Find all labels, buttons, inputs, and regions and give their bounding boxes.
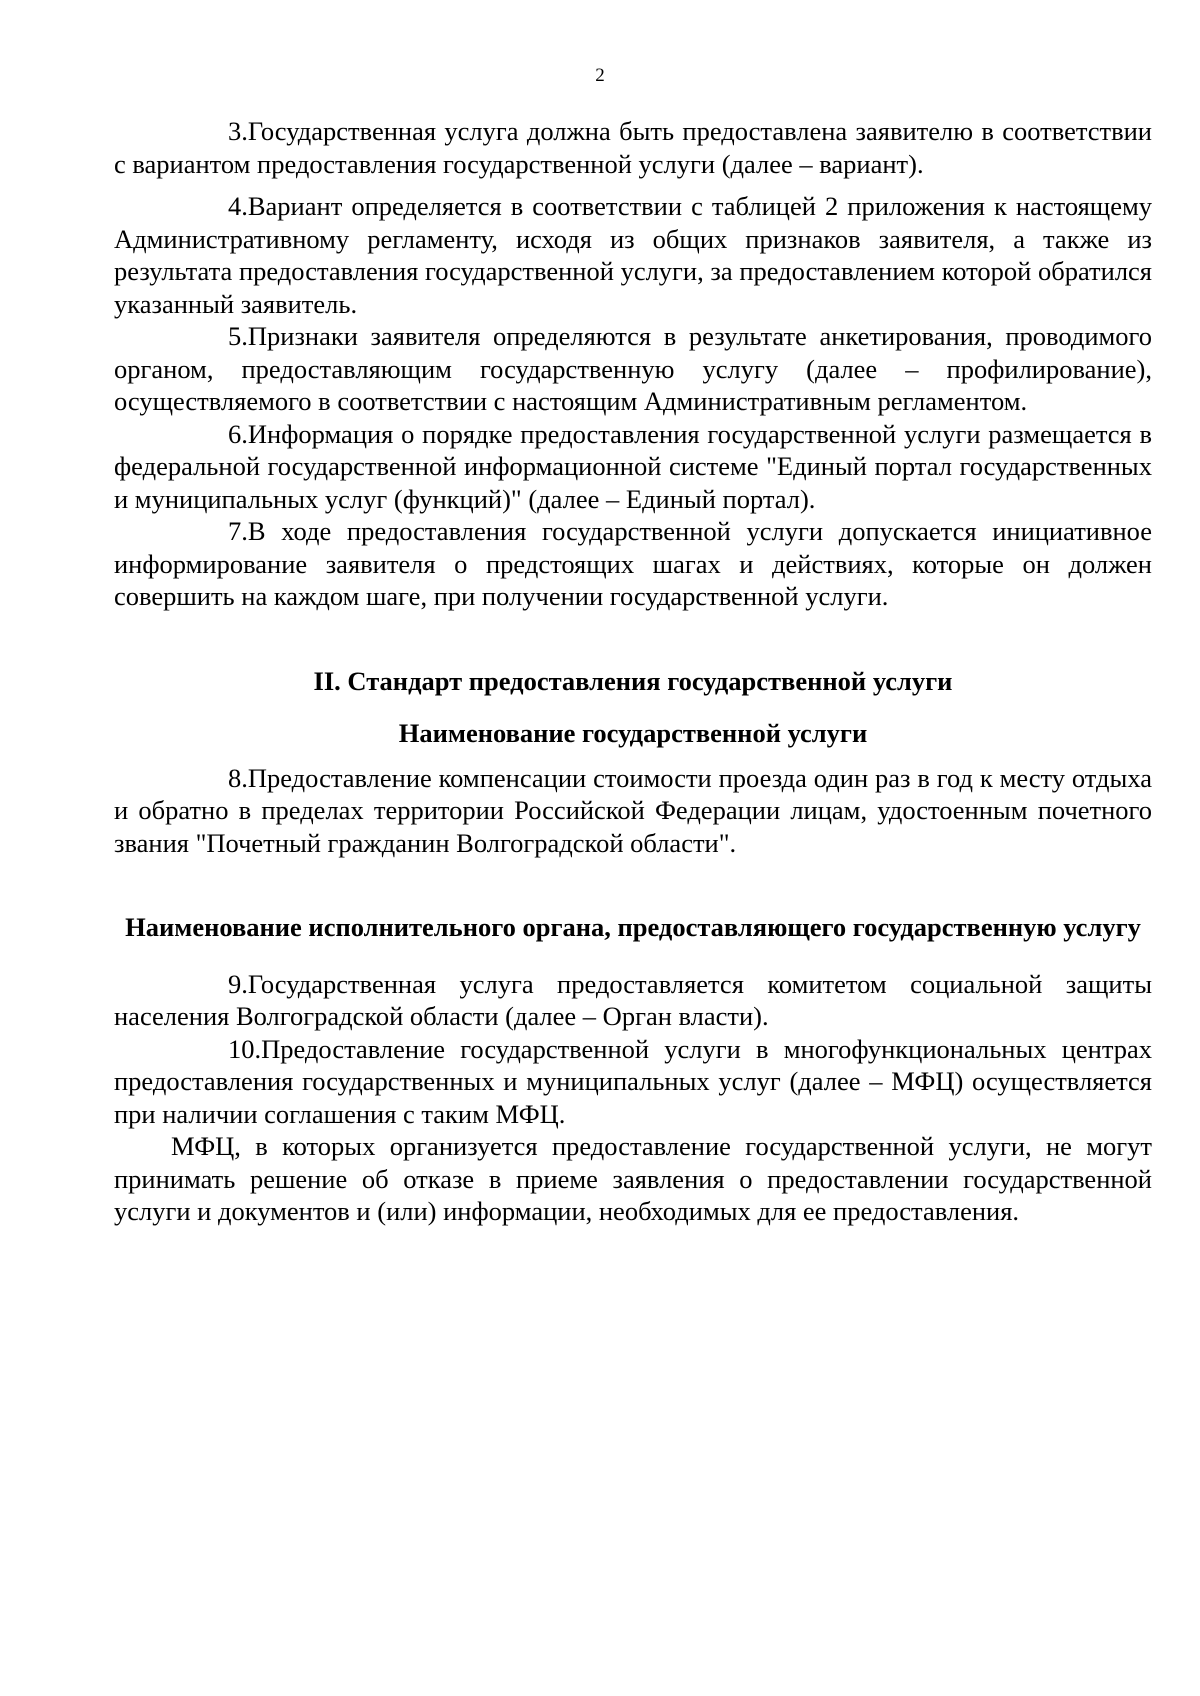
- paragraph-text: Признаки заявителя определяются в результате анкетирования, проводимого органом, предоставляющим государственную услугу (далее – профилирование), осуществляемого в соответствии с настоящим Административным регламентом.: [114, 321, 1152, 416]
- paragraph-number: 7.: [228, 516, 248, 546]
- paragraph-text: Предоставление компенсации стоимости проезда один раз в год к месту отдыха и обратно в пределах территории Российской Федерации лицам, удостоенным почетного звания "Почетный гражданин Волгоградской области".: [114, 762, 1152, 858]
- paragraph-text: Предоставление государственной услуги в многофункциональных центрах предоставления государственных и муниципальных услуг (далее – МФЦ) осуществляется при наличии соглашения с таким МФЦ.: [114, 1033, 1152, 1129]
- paragraph-number: 3.: [228, 116, 248, 146]
- section-heading: II. Стандарт предоставления государственной услуги: [313, 665, 953, 696]
- paragraph-4: [114, 190, 1152, 320]
- paragraph-number: 9.: [228, 968, 248, 999]
- paragraph-6: [114, 418, 1152, 516]
- paragraph-text: Государственная услуга предоставляется комитетом социальной защиты населения Волгоградской области (далее – Орган власти).: [114, 968, 1152, 1031]
- paragraph-text: Информация о порядке предоставления государственной услуги размещается в федеральной государственной информационной системе "Единый портал государственных и муниципальных услуг (функций)" (далее – Единый портал).: [114, 418, 1152, 514]
- paragraph-8: [114, 762, 1152, 860]
- paragraph-number: 8.: [228, 762, 248, 793]
- paragraph-number: 4.: [228, 191, 248, 221]
- subheading-service-name: Наименование государственной услуги: [398, 718, 868, 748]
- paragraph-text: В ходе предоставления государственной услуги допускается инициативное информирование заявителя о предстоящих шагах и действиях, которые он должен совершить на каждом шаге, при получении государственной услуги.: [114, 516, 1152, 611]
- page-number: 2: [595, 65, 605, 86]
- paragraph-7: [114, 515, 1152, 613]
- document-body: [114, 115, 1152, 1228]
- paragraph-number: 10.: [228, 1033, 262, 1064]
- paragraph-text: Государственная услуга должна быть предоставлена заявителю в соответствии с вариантом предоставления государственной услуги (далее – вариант).: [114, 116, 1152, 179]
- paragraph-10: [114, 1033, 1152, 1131]
- paragraph-5: [114, 320, 1152, 418]
- paragraph-3: [114, 115, 1152, 180]
- paragraph-number: 5.: [228, 321, 248, 351]
- paragraph-text: Вариант определяется в соответствии с таблицей 2 приложения к настоящему Административному регламенту, исходя из общих признаков заявителя, а также из результата предоставления государственной услуги, за предоставлением которой обратился указанный заявитель.: [114, 191, 1152, 319]
- paragraph-mfc: МФЦ, в которых организуется предоставление государственной услуги, не могут принимать решение об отказе в приеме заявления о предоставлении государственной услуги и документов и (или) информации, необходимых для ее предоставления.: [114, 1131, 1152, 1226]
- paragraph-number: 6.: [228, 418, 248, 449]
- subheading-executive-body: Наименование исполнительного органа, предоставляющего государственную услугу: [125, 912, 1141, 942]
- paragraph-9: [114, 968, 1152, 1033]
